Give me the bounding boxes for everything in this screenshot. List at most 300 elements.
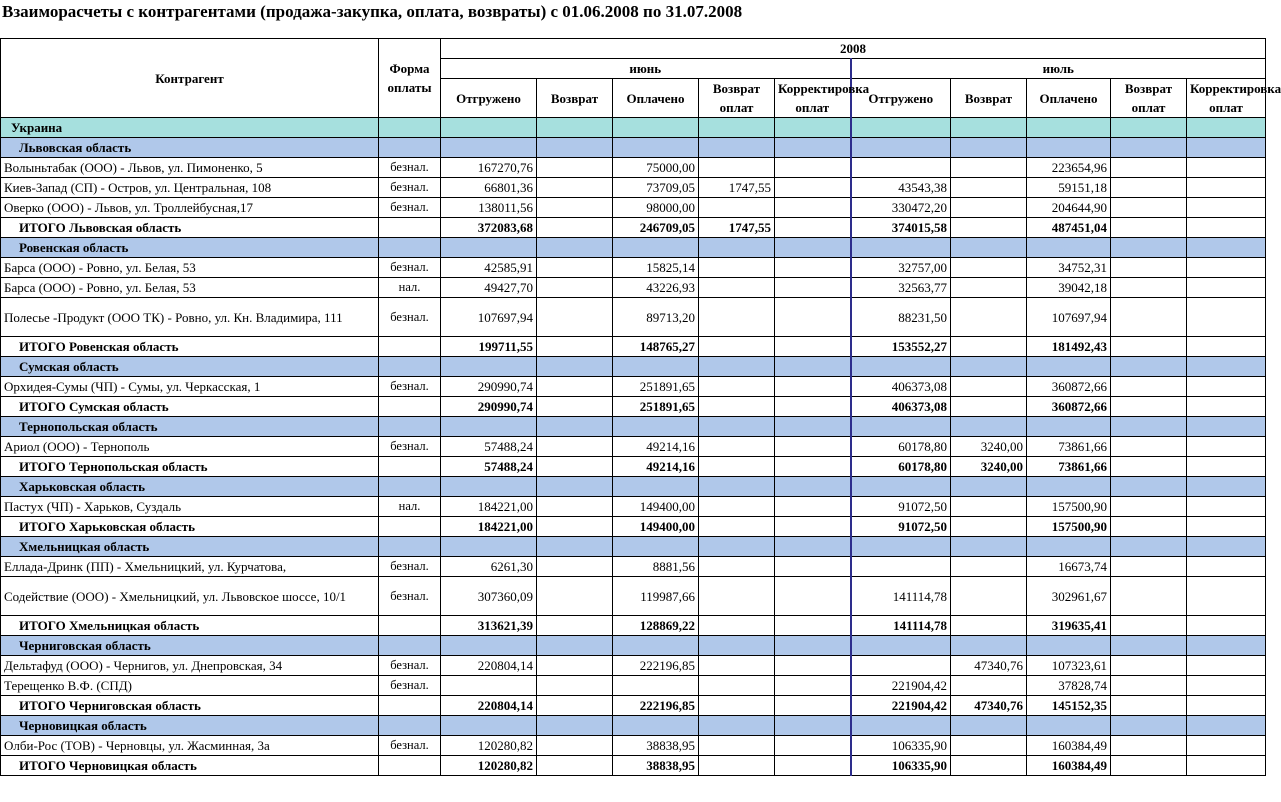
value-cell: 220804,14: [441, 656, 537, 676]
value-cell: [699, 377, 775, 397]
value-cell: [775, 736, 851, 756]
total-row: [1, 337, 1266, 357]
value-cell: 157500,90: [1027, 517, 1111, 537]
value-cell: [1111, 756, 1187, 776]
value-cell: 141114,78: [851, 577, 951, 616]
value-cell: 406373,08: [851, 397, 951, 417]
value-cell: 8881,56: [613, 557, 699, 577]
value-cell: [1111, 178, 1187, 198]
payment-form-cell: [379, 138, 441, 158]
value-cell: [441, 716, 537, 736]
value-cell: 290990,74: [441, 397, 537, 417]
value-cell: [537, 517, 613, 537]
value-cell: [951, 357, 1027, 377]
header-payment-form: Форма оплаты: [379, 39, 441, 118]
value-cell: [951, 636, 1027, 656]
region-row: [1, 417, 1266, 437]
value-cell: [775, 298, 851, 337]
payment-form-cell: безнал.: [379, 736, 441, 756]
value-cell: 1747,55: [699, 218, 775, 238]
settlements-table: [0, 38, 1281, 776]
value-cell: [613, 417, 699, 437]
value-cell: [775, 716, 851, 736]
value-cell: [1111, 497, 1187, 517]
total-row: [1, 457, 1266, 477]
value-cell: 107697,94: [1027, 298, 1111, 337]
value-cell: [951, 178, 1027, 198]
value-cell: [775, 158, 851, 178]
table-row: [1, 577, 1266, 616]
value-cell: [1187, 357, 1266, 377]
value-cell: 307360,09: [441, 577, 537, 616]
header-shipped: Отгружено: [441, 79, 537, 118]
payment-form-cell: [379, 397, 441, 417]
value-cell: 57488,24: [441, 457, 537, 477]
value-cell: [537, 616, 613, 636]
table-body: [1, 118, 1266, 776]
counterparty-cell: Киев-Запад (СП) - Остров, ул. Центральная, 108: [1, 178, 379, 198]
value-cell: [699, 238, 775, 258]
value-cell: 47340,76: [951, 656, 1027, 676]
payment-form-cell: безнал.: [379, 198, 441, 218]
value-cell: [1027, 118, 1111, 138]
value-cell: 167270,76: [441, 158, 537, 178]
value-cell: [1111, 337, 1187, 357]
counterparty-cell: Олби-Рос (ТОВ) - Черновцы, ул. Жасминная, 3а: [1, 736, 379, 756]
payment-form-cell: безнал.: [379, 258, 441, 278]
value-cell: 302961,67: [1027, 577, 1111, 616]
value-cell: [775, 377, 851, 397]
counterparty-cell: Дельтафуд (ООО) - Чернигов, ул. Днепровская, 34: [1, 656, 379, 676]
payment-form-cell: [379, 517, 441, 537]
value-cell: 49214,16: [613, 437, 699, 457]
value-cell: [851, 118, 951, 138]
value-cell: [951, 397, 1027, 417]
value-cell: 160384,49: [1027, 736, 1111, 756]
value-cell: [851, 138, 951, 158]
payment-form-cell: [379, 357, 441, 377]
value-cell: 107697,94: [441, 298, 537, 337]
value-cell: [1027, 238, 1111, 258]
value-cell: [951, 577, 1027, 616]
value-cell: 199711,55: [441, 337, 537, 357]
value-cell: 119987,66: [613, 577, 699, 616]
value-cell: [537, 417, 613, 437]
value-cell: 73709,05: [613, 178, 699, 198]
header-payment-correction: Корректировка оплат: [775, 79, 851, 118]
value-cell: [699, 357, 775, 377]
value-cell: [775, 397, 851, 417]
value-cell: [1187, 716, 1266, 736]
counterparty-cell: ИТОГО Харьковская область: [1, 517, 379, 537]
value-cell: [1111, 457, 1187, 477]
table-row: [1, 437, 1266, 457]
value-cell: [1187, 577, 1266, 616]
value-cell: [699, 298, 775, 337]
value-cell: [1187, 417, 1266, 437]
payment-form-cell: безнал.: [379, 158, 441, 178]
value-cell: [1111, 278, 1187, 298]
value-cell: [951, 298, 1027, 337]
value-cell: 38838,95: [613, 756, 699, 776]
value-cell: 15825,14: [613, 258, 699, 278]
value-cell: 89713,20: [613, 298, 699, 337]
value-cell: [775, 656, 851, 676]
value-cell: 66801,36: [441, 178, 537, 198]
value-cell: [699, 417, 775, 437]
value-cell: [1187, 477, 1266, 497]
value-cell: [1111, 696, 1187, 716]
value-cell: 251891,65: [613, 397, 699, 417]
value-cell: 57488,24: [441, 437, 537, 457]
value-cell: 149400,00: [613, 497, 699, 517]
payment-form-cell: [379, 616, 441, 636]
value-cell: [1111, 477, 1187, 497]
value-cell: [1187, 736, 1266, 756]
value-cell: 406373,08: [851, 377, 951, 397]
value-cell: [1027, 357, 1111, 377]
value-cell: [951, 218, 1027, 238]
payment-form-cell: [379, 457, 441, 477]
payment-form-cell: [379, 716, 441, 736]
value-cell: [1111, 517, 1187, 537]
total-row: [1, 397, 1266, 417]
value-cell: [851, 238, 951, 258]
value-cell: [951, 258, 1027, 278]
value-cell: [613, 138, 699, 158]
value-cell: [851, 477, 951, 497]
value-cell: [699, 337, 775, 357]
value-cell: [775, 218, 851, 238]
value-cell: [613, 537, 699, 557]
payment-form-cell: безнал.: [379, 377, 441, 397]
value-cell: 204644,90: [1027, 198, 1111, 218]
value-cell: [775, 417, 851, 437]
value-cell: [537, 238, 613, 258]
value-cell: [699, 676, 775, 696]
value-cell: [775, 616, 851, 636]
payment-form-cell: [379, 696, 441, 716]
value-cell: [1111, 577, 1187, 616]
counterparty-cell: Содействие (ООО) - Хмельницкий, ул. Львовское шоссе, 10/1: [1, 577, 379, 616]
value-cell: [1027, 716, 1111, 736]
value-cell: [1187, 457, 1266, 477]
value-cell: [775, 517, 851, 537]
counterparty-cell: ИТОГО Тернопольская область: [1, 457, 379, 477]
value-cell: [775, 437, 851, 457]
value-cell: [1111, 198, 1187, 218]
value-cell: [851, 636, 951, 656]
value-cell: [951, 337, 1027, 357]
value-cell: [775, 357, 851, 377]
value-cell: [1111, 118, 1187, 138]
value-cell: [699, 278, 775, 298]
value-cell: 360872,66: [1027, 377, 1111, 397]
payment-form-cell: безнал.: [379, 178, 441, 198]
payment-form-cell: [379, 238, 441, 258]
counterparty-cell: Волыньтабак (ООО) - Львов, ул. Пимоненко, 5: [1, 158, 379, 178]
value-cell: [537, 178, 613, 198]
value-cell: [537, 756, 613, 776]
value-cell: [1187, 696, 1266, 716]
value-cell: [1187, 497, 1266, 517]
payment-form-cell: безнал.: [379, 437, 441, 457]
counterparty-cell: Черновицкая область: [1, 716, 379, 736]
value-cell: [775, 198, 851, 218]
value-cell: [613, 636, 699, 656]
value-cell: [1187, 437, 1266, 457]
value-cell: [951, 417, 1027, 437]
counterparty-cell: Барса (ООО) - Ровно, ул. Белая, 53: [1, 258, 379, 278]
header-payment-return: Возврат оплат: [1111, 79, 1187, 118]
table-row: [1, 377, 1266, 397]
value-cell: [699, 118, 775, 138]
value-cell: 148765,27: [613, 337, 699, 357]
value-cell: [775, 537, 851, 557]
value-cell: [537, 198, 613, 218]
payment-form-cell: безнал.: [379, 557, 441, 577]
value-cell: 222196,85: [613, 696, 699, 716]
value-cell: [1111, 656, 1187, 676]
table-row: [1, 656, 1266, 676]
value-cell: 106335,90: [851, 756, 951, 776]
value-cell: 160384,49: [1027, 756, 1111, 776]
value-cell: 372083,68: [441, 218, 537, 238]
value-cell: 149400,00: [613, 517, 699, 537]
header-shipped: Отгружено: [851, 79, 951, 118]
value-cell: 374015,58: [851, 218, 951, 238]
value-cell: [1111, 258, 1187, 278]
value-cell: 330472,20: [851, 198, 951, 218]
value-cell: 34752,31: [1027, 258, 1111, 278]
value-cell: 145152,35: [1027, 696, 1111, 716]
value-cell: [951, 198, 1027, 218]
header-return: Возврат: [537, 79, 613, 118]
value-cell: [851, 557, 951, 577]
value-cell: [441, 676, 537, 696]
value-cell: 220804,14: [441, 696, 537, 716]
value-cell: [1187, 238, 1266, 258]
region-row: [1, 716, 1266, 736]
header-paid: Оплачено: [613, 79, 699, 118]
value-cell: [1111, 676, 1187, 696]
payment-form-cell: нал.: [379, 278, 441, 298]
value-cell: [699, 198, 775, 218]
value-cell: [537, 357, 613, 377]
payment-form-cell: [379, 756, 441, 776]
value-cell: [951, 278, 1027, 298]
payment-form-cell: [379, 417, 441, 437]
value-cell: [537, 656, 613, 676]
value-cell: 360872,66: [1027, 397, 1111, 417]
counterparty-cell: Барса (ООО) - Ровно, ул. Белая, 53: [1, 278, 379, 298]
value-cell: 1747,55: [699, 178, 775, 198]
value-cell: 91072,50: [851, 497, 951, 517]
value-cell: 290990,74: [441, 377, 537, 397]
value-cell: [537, 676, 613, 696]
counterparty-cell: Львовская область: [1, 138, 379, 158]
value-cell: 153552,27: [851, 337, 951, 357]
counterparty-cell: Пастух (ЧП) - Харьков, Суздаль: [1, 497, 379, 517]
value-cell: 184221,00: [441, 497, 537, 517]
value-cell: [775, 238, 851, 258]
value-cell: [1111, 537, 1187, 557]
value-cell: [699, 656, 775, 676]
value-cell: [1187, 138, 1266, 158]
value-cell: [1187, 616, 1266, 636]
value-cell: 128869,22: [613, 616, 699, 636]
value-cell: 73861,66: [1027, 437, 1111, 457]
payment-form-cell: нал.: [379, 497, 441, 517]
value-cell: 47340,76: [951, 696, 1027, 716]
counterparty-cell: Еллада-Дринк (ПП) - Хмельницкий, ул. Курчатова,: [1, 557, 379, 577]
value-cell: [1187, 656, 1266, 676]
value-cell: [1187, 258, 1266, 278]
value-cell: [775, 756, 851, 776]
table-row: [1, 497, 1266, 517]
value-cell: [699, 696, 775, 716]
value-cell: [537, 397, 613, 417]
value-cell: [1027, 537, 1111, 557]
value-cell: [1111, 736, 1187, 756]
value-cell: 49427,70: [441, 278, 537, 298]
table-row: [1, 736, 1266, 756]
value-cell: [951, 537, 1027, 557]
report-title: Взаиморасчеты с контрагентами (продажа-закупка, оплата, возвраты) с 01.06.2008 по 31.07.2008: [2, 2, 743, 21]
value-cell: 487451,04: [1027, 218, 1111, 238]
value-cell: [951, 517, 1027, 537]
value-cell: [537, 337, 613, 357]
payment-form-cell: безнал.: [379, 577, 441, 616]
value-cell: [775, 178, 851, 198]
value-cell: [951, 158, 1027, 178]
counterparty-cell: ИТОГО Ровенская область: [1, 337, 379, 357]
value-cell: [537, 118, 613, 138]
value-cell: [1111, 397, 1187, 417]
payment-form-cell: безнал.: [379, 676, 441, 696]
value-cell: [699, 537, 775, 557]
value-cell: 319635,41: [1027, 616, 1111, 636]
value-cell: [441, 118, 537, 138]
value-cell: [699, 616, 775, 636]
value-cell: [1187, 278, 1266, 298]
value-cell: [775, 676, 851, 696]
table-row: [1, 258, 1266, 278]
payment-form-cell: [379, 118, 441, 138]
region-row: [1, 138, 1266, 158]
value-cell: 184221,00: [441, 517, 537, 537]
value-cell: 221904,42: [851, 676, 951, 696]
value-cell: [1111, 218, 1187, 238]
value-cell: [1187, 537, 1266, 557]
value-cell: 38838,95: [613, 736, 699, 756]
value-cell: 157500,90: [1027, 497, 1111, 517]
value-cell: [775, 118, 851, 138]
value-cell: 6261,30: [441, 557, 537, 577]
value-cell: [1187, 557, 1266, 577]
value-cell: 42585,91: [441, 258, 537, 278]
value-cell: [537, 557, 613, 577]
value-cell: [1027, 138, 1111, 158]
value-cell: 32563,77: [851, 278, 951, 298]
payment-form-cell: [379, 337, 441, 357]
value-cell: 60178,80: [851, 457, 951, 477]
value-cell: [537, 577, 613, 616]
total-row: [1, 517, 1266, 537]
value-cell: [951, 616, 1027, 636]
total-row: [1, 616, 1266, 636]
value-cell: [1027, 417, 1111, 437]
value-cell: 251891,65: [613, 377, 699, 397]
counterparty-cell: Черниговская область: [1, 636, 379, 656]
value-cell: [1111, 238, 1187, 258]
total-row: [1, 696, 1266, 716]
value-cell: 181492,43: [1027, 337, 1111, 357]
value-cell: [1187, 198, 1266, 218]
value-cell: [537, 377, 613, 397]
value-cell: [613, 477, 699, 497]
payment-form-cell: [379, 636, 441, 656]
value-cell: 60178,80: [851, 437, 951, 457]
value-cell: 88231,50: [851, 298, 951, 337]
value-cell: [1111, 377, 1187, 397]
value-cell: [775, 636, 851, 656]
value-cell: [699, 736, 775, 756]
value-cell: 120280,82: [441, 756, 537, 776]
value-cell: [1111, 616, 1187, 636]
value-cell: 43543,38: [851, 178, 951, 198]
payment-form-cell: [379, 218, 441, 238]
region-row: [1, 537, 1266, 557]
value-cell: [441, 357, 537, 377]
value-cell: [537, 736, 613, 756]
value-cell: [699, 477, 775, 497]
value-cell: [537, 477, 613, 497]
value-cell: [537, 437, 613, 457]
counterparty-cell: Полесье -Продукт (ООО ТК) - Ровно, ул. Кн. Владимира, 111: [1, 298, 379, 337]
value-cell: [537, 537, 613, 557]
header-counterparty: Контрагент: [1, 39, 379, 118]
value-cell: 59151,18: [1027, 178, 1111, 198]
value-cell: [1111, 417, 1187, 437]
value-cell: 3240,00: [951, 457, 1027, 477]
payment-form-cell: безнал.: [379, 656, 441, 676]
value-cell: [775, 557, 851, 577]
value-cell: [951, 118, 1027, 138]
value-cell: [537, 298, 613, 337]
value-cell: [699, 756, 775, 776]
counterparty-cell: Сумская область: [1, 357, 379, 377]
value-cell: [613, 238, 699, 258]
value-cell: 98000,00: [613, 198, 699, 218]
value-cell: 49214,16: [613, 457, 699, 477]
value-cell: [699, 577, 775, 616]
value-cell: 141114,78: [851, 616, 951, 636]
value-cell: [1187, 676, 1266, 696]
value-cell: [1187, 118, 1266, 138]
table-row: [1, 178, 1266, 198]
value-cell: [951, 497, 1027, 517]
header-payment-correction: Корректировка оплат: [1187, 79, 1266, 118]
table-row: [1, 198, 1266, 218]
counterparty-cell: Тернопольская область: [1, 417, 379, 437]
payment-form-cell: [379, 477, 441, 497]
value-cell: [537, 138, 613, 158]
value-cell: [613, 676, 699, 696]
region-row: [1, 357, 1266, 377]
table-row: [1, 557, 1266, 577]
value-cell: [851, 158, 951, 178]
